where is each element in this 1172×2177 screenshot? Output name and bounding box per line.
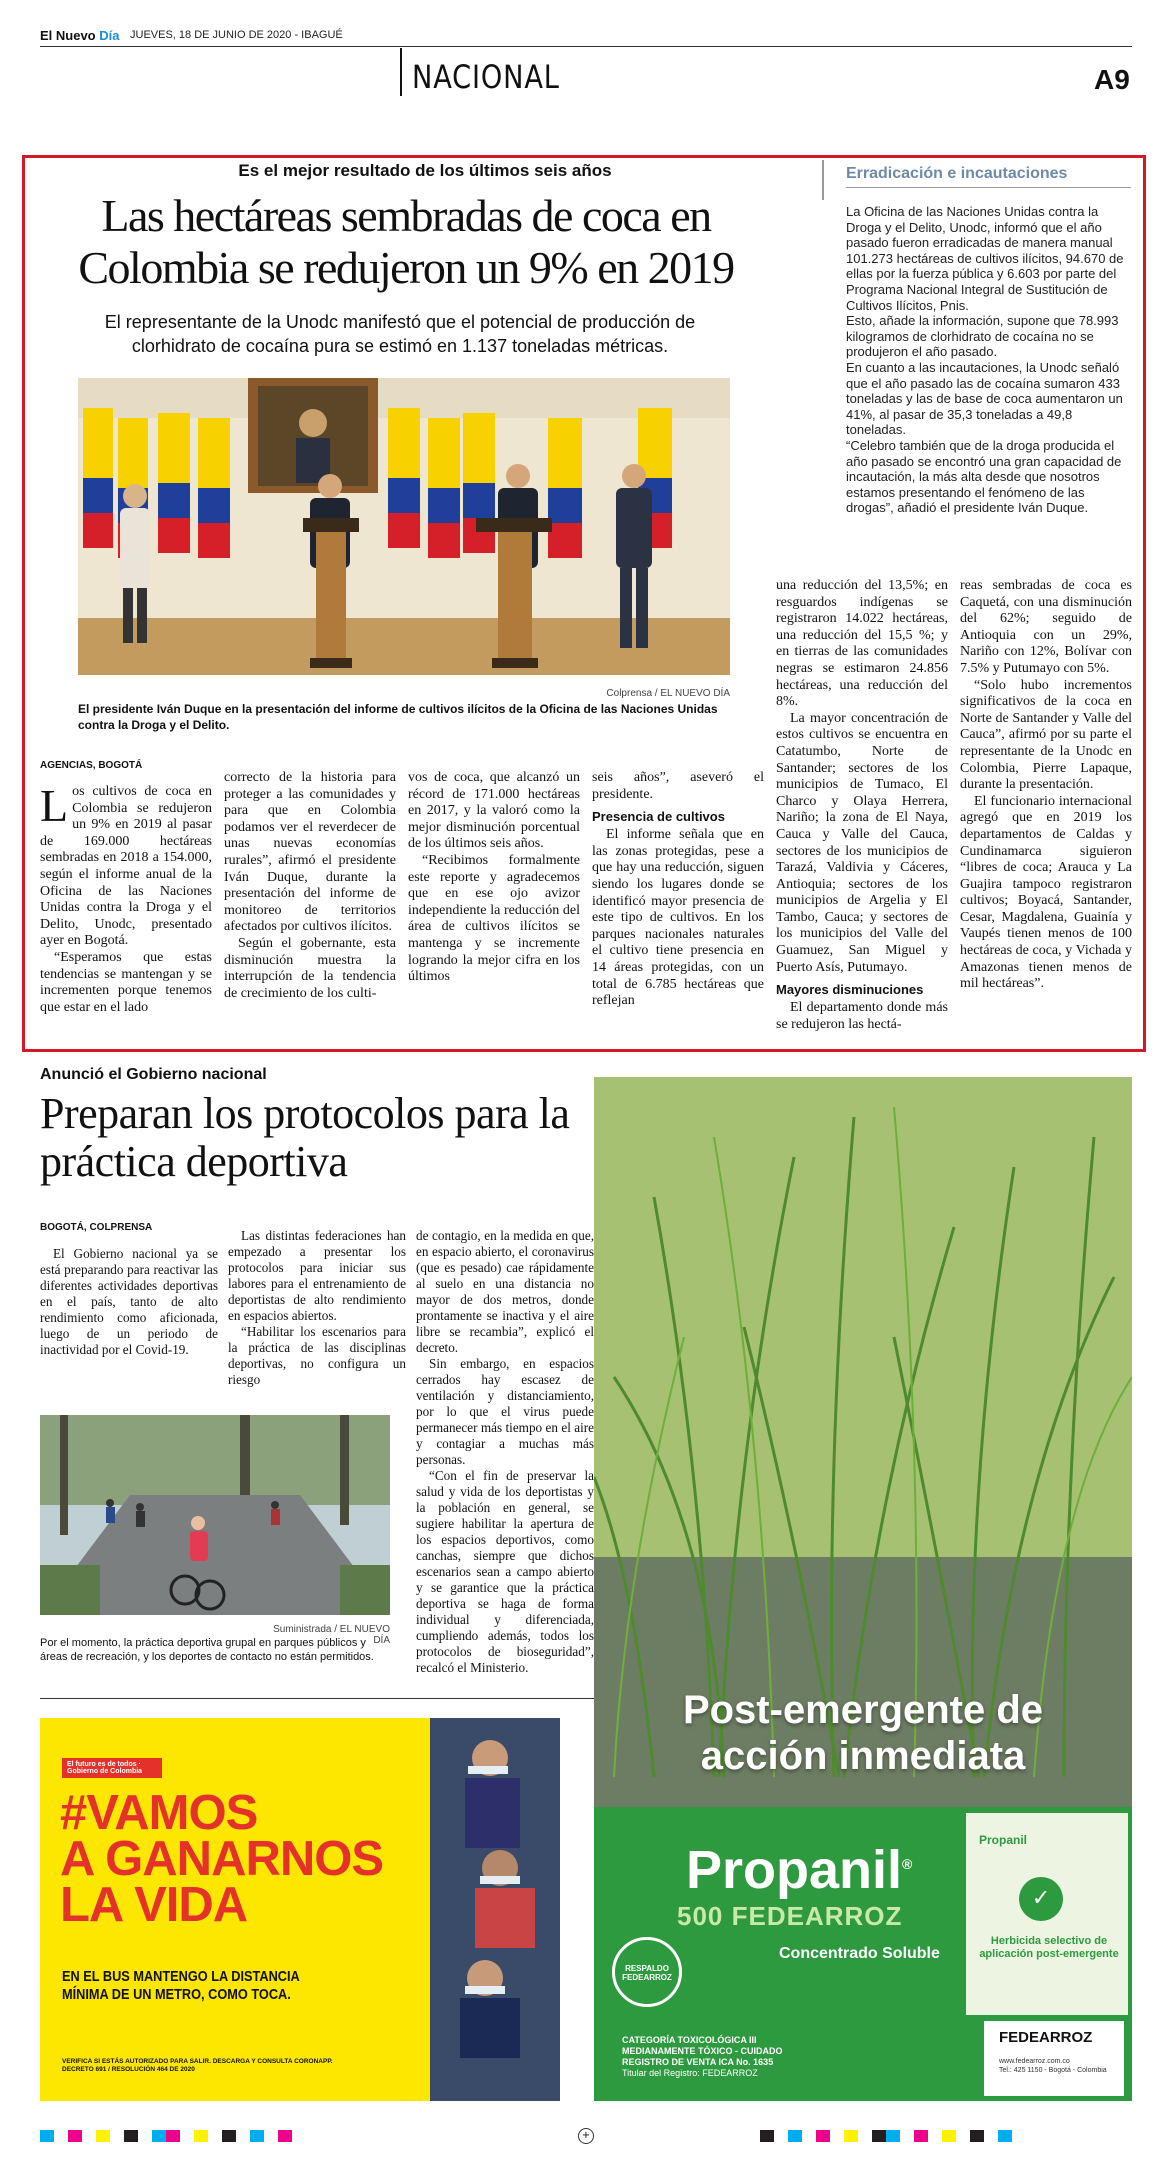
lead-paragraph: una reducción del 13,5%; en resguardos indígenas se registraron 14.022 hectáreas, una reducción del 15,5 %; y en tierras de las comunidades negras se estimaron 24.856 hectáreas, una reducción del 8%.: [776, 578, 948, 710]
fedearroz-logo: FEDEARROZ: [999, 2029, 1093, 2046]
lead-headline: Las hectáreas sembradas de coca en Colombia se redujeron un 9% en 2019: [78, 190, 734, 293]
issue-date: JUEVES, 18 DE JUNIO DE 2020 - IBAGUÉ: [130, 29, 343, 41]
ad-separator: [40, 1698, 595, 1699]
lead-column-2: [224, 770, 396, 1002]
lead-column-6: [960, 578, 1132, 993]
second-photo-credit: Suministrada / EL NUEVO DÍA: [273, 1624, 390, 1646]
second-column-3: [416, 1228, 594, 1676]
page-number: A9: [1094, 64, 1130, 95]
lead-kicker: Es el mejor resultado de los últimos seis años: [238, 161, 612, 180]
lead-column-4: [592, 770, 764, 1010]
sidebar-paragraph: Esto, añade la información, supone que 78.993 kilogramos de clorhidrato de cocaína no se produjeron el año pasado.: [846, 313, 1119, 360]
second-column-1: [40, 1246, 218, 1358]
sidebar-paragraph: En cuanto a las incautaciones, la Unodc señaló que el año pasado las de cocaína sumaron 433 toneladas y las de base de coca aumentaron un 41%, al pasar de 35,3 toneladas a 49,8 toneladas.: [846, 359, 1123, 438]
lead-paragraph: Los cultivos de coca en Colombia se redujeron un 9% en 2019 al pasar de 169.000 hectáreas sembradas en 2018 a 154.000, según el informe anual de la Oficina de las Naciones Unidas contra la Droga y el Delito, Unodc, presentado ayer en Bogotá.: [40, 780, 212, 949]
lead-paragraph: vos de coca, que alcanzó un récord de 171.000 hectáreas en 2017, y la valoró como la mejor disminución porcentual de los últimos seis años.: [408, 770, 580, 852]
lead-byline: AGENCIAS, BOGOTÁ: [40, 760, 143, 771]
lead-photo-credit: Colprensa / EL NUEVO DÍA: [606, 688, 730, 699]
lead-column-5: [776, 578, 948, 1033]
government-logo: El futuro es de todos · Gobierno de Colombia: [62, 1758, 162, 1778]
product-description: Herbicida selectivo de aplicación post-emergente: [979, 1935, 1119, 1960]
lead-paragraph: El departamento donde más se redujeron las hectá-: [776, 1000, 948, 1032]
fedearroz-contact: www.fedearroz.com.co Tel.: 425 1150 - Bogotá - Colombia: [999, 2058, 1107, 2074]
lead-deck: El representante de la Unodc manifestó que el potencial de producción de clorhidrato de cocaína pura se estimó en 1.137 toneladas métricas.: [104, 312, 696, 356]
propanil-ad: [594, 1077, 1132, 2101]
lead-paragraph: La mayor concentración de estos cultivos se encuentra en Catatumbo, Norte de Santander; sectores de los municipios de Tumaco, El Charco y Olaya Herrera, Nariño; la zona de El Naya, Cauca y Valle del Cauca, sectores de los municipios de Tarazá, Valdivia y Cáceres, Antioquia; sectores de los municipios de Argelia y El Tambo, Cauca; y sectores de los municipios del Valle del Guamuez, San Miguel y Puerto Asís, Putumayo.: [776, 710, 948, 975]
drop-cap: L: [40, 780, 69, 831]
government-ad: [40, 1718, 560, 2101]
second-byline: BOGOTÁ, COLPRENSA: [40, 1222, 153, 1233]
second-paragraph: Las distintas federaciones han empezado a presentar los protocolos para iniciar sus labores para el entrenamiento de deportistas de alto rendimiento en espacios abiertos.: [228, 1228, 406, 1323]
second-photo-caption: Por el momento, la práctica deportiva grupal en parques públicos y áreas de recreación, y los deportes de contacto no están permitidos.: [40, 1637, 374, 1663]
lead-paragraph: reas sembradas de coca es Caquetá, con una disminución del 62%; seguido de Antioquia con un 29%, Nariño con 12%, Bolívar con 7.5% y Putumayo con 5%.: [960, 578, 1132, 676]
lead-subhead: Mayores disminuciones: [776, 982, 924, 998]
second-headline: Preparan los protocolos para la práctica deportiva: [40, 1089, 570, 1186]
color-bar-right: [760, 2130, 1012, 2142]
second-paragraph: Sin embargo, en espacios cerrados hay escasez de ventilación y distanciamiento, por lo que el virus puede permanecer más tiempo en el aire y contagiar a muchas más personas.: [416, 1356, 594, 1467]
lead-paragraph: Según el gobernante, esta disminución muestra la interrupción de la tendencia de crecimiento de los culti-: [224, 935, 396, 1001]
lead-photo: [78, 378, 730, 675]
fedearroz-seal-icon: RESPALDO FEDEARROZ: [612, 1937, 682, 2007]
second-kicker: Anunció el Gobierno nacional: [40, 1066, 267, 1083]
product-subtitle: 500 FEDEARROZ: [677, 1901, 903, 1931]
second-paragraph: de contagio, en la medida en que, en espacio abierto, el coronavirus (que es pesado) cae rápidamente al suelo en una distancia no mayor de dos metros, donde prontamente se inactiva y el aire libre se recambia”, explicó el decreto.: [416, 1228, 594, 1355]
lead-subhead: Presencia de cultivos: [592, 809, 725, 825]
second-paragraph: “Con el fin de preservar la salud y vida de los deportistas y la población en general, se sugiere habilitar la apertura de los espacios deportivos, como canchas, siempre que dichos escenarios sean a campo abierto y se garantice que la práctica deportiva se haga de forma individual y diferenciada, cumpliendo además, todos los protocolos de bioseguridad”, recalcó el Ministerio.: [416, 1468, 594, 1675]
ad-subheadline: EN EL BUS MANTENGO LA DISTANCIA MÍNIMA DE UN METRO, COMO TOCA.: [62, 1968, 300, 2003]
newspaper-logo: El Nuevo Día: [40, 28, 120, 43]
second-column-2: [228, 1228, 406, 1388]
header-rule: [40, 46, 1132, 47]
lead-paragraph: seis años”, aseveró el presidente.: [592, 770, 764, 802]
lead-paragraph: El informe señala que en las zonas protegidas, pese a que hay una reducción, siguen siendo los lugares donde se identificó mayor presencia de este tipo de cultivos. En los parques nacionales naturales el cultivo tiene presencia en 14 áreas protegidas, con un total de 6.785 hectáreas que reflejan: [592, 827, 764, 1009]
lead-column-3: [408, 770, 580, 986]
cyclist-photo: [40, 1415, 390, 1615]
lead-paragraph: El funcionario internacional agregó que en 2019 los departamentos de Caldas y Cundinamarca siguieron “libres de coca; Arauca y La Guajira tampoco registraron cultivos; Boyacá, Santander, Cesar, Magdalena, Guainía y Vaupés tienen menos de 100 hectáreas de coca, y Vichada y Amazonas tienen menos de mil hectáreas”.: [960, 793, 1132, 992]
lead-paragraph: “Solo hubo incrementos significativos de la coca en Norte de Santander y Valle del Cauca”, afirmó por su parte el representante de la Unodc en Colombia, Pierre Lapaque, durante la presentación.: [960, 677, 1132, 793]
sidebar-paragraph: “Celebro también que de la droga producida el año pasado se encontró una gran capacidad de incautación, la más alta desde que nosotros estamos presentando el fenómeno de las drogas”, añadió el presidente Iván Duque.: [846, 437, 1122, 516]
lead-column-1: [40, 780, 212, 1016]
ad-headline: Post-emergente de acción inmediata: [682, 1688, 1044, 1778]
herbicide-icon: ✓: [1019, 1877, 1063, 1921]
lead-paragraph: “Esperamos que estas tendencias se mantengan y se incrementen porque tenemos que estar en el lado: [40, 949, 212, 1015]
product-label-small: Propanil: [979, 1833, 1028, 1847]
product-formulation: Concentrado Soluble: [779, 1945, 940, 1962]
sidebar-rule: [846, 187, 1131, 188]
sidebar-body: [846, 204, 1131, 516]
color-bar-left: [40, 2130, 292, 2142]
product-brand: Propanil®: [686, 1840, 913, 1900]
registration-mark-icon: +: [578, 2128, 594, 2144]
second-paragraph: “Habilitar los escenarios para la práctica de las disciplinas deportivas, no configura un riesgo: [228, 1324, 406, 1387]
toxicology-info: CATEGORÍA TOXICOLÓGICA III MEDIANAMENTE TÓXICO - CUIDADO REGISTRO DE VENTA ICA No. 1635 Titular del Registro: FEDEARROZ: [622, 2035, 783, 2078]
ad-fine-print: VERIFICA SI ESTÁS AUTORIZADO PARA SALIR. DESCARGA Y CONSULTA CORONAPP. DECRETO 691 / RESOLUCIÓN 464 DE 2020: [62, 2058, 333, 2073]
lead-paragraph: correcto de la historia para proteger a las comunidades y para que en Colombia podamos ver el reverdecer de unas nuevas economías rurales”, afirmó el presidente Iván Duque, durante la presentación del informe de monitoreo de territorios afectados por cultivos ilícitos.: [224, 770, 396, 935]
sidebar-title: Erradicación e incautaciones: [846, 165, 1068, 182]
ad-people-photos: [430, 1718, 560, 2101]
sidebar-accent: [822, 160, 824, 200]
ad-headline: #VAMOS A GANARNOS LA VIDA: [60, 1786, 384, 1932]
section-name: NACIONAL: [412, 58, 560, 96]
lead-paragraph: “Recibimos formalmente este reporte y agradecemos que en ese ojo avizor independiente la reducción del área de cultivos ilícitos se mantenga y se incremente logrando la mejor cifra en los últimos: [408, 852, 580, 985]
section-divider: [400, 48, 402, 96]
second-paragraph: El Gobierno nacional ya se está preparando para reactivar las diferentes actividades deportivas en el país, tanto de alto rendimiento como aficionada, luego de un periodo de inactividad por el Covid-19.: [40, 1246, 218, 1357]
sidebar-paragraph: La Oficina de las Naciones Unidas contra la Droga y el Delito, Unodc, informó que el año pasado fueron erradicadas de manera manual 101.273 hectáreas de cultivos ilícitos, 94.670 de ellas por la fuerza pública y 6.603 por parte del Programa Nacional Integral de Sustitución de Cultivos Ilícitos, Pnis.: [846, 204, 1124, 313]
lead-photo-caption: El presidente Iván Duque en la presentación del informe de cultivos ilícitos de la Oficina de las Naciones Unidas contra la Droga y el Delito.: [78, 702, 718, 732]
